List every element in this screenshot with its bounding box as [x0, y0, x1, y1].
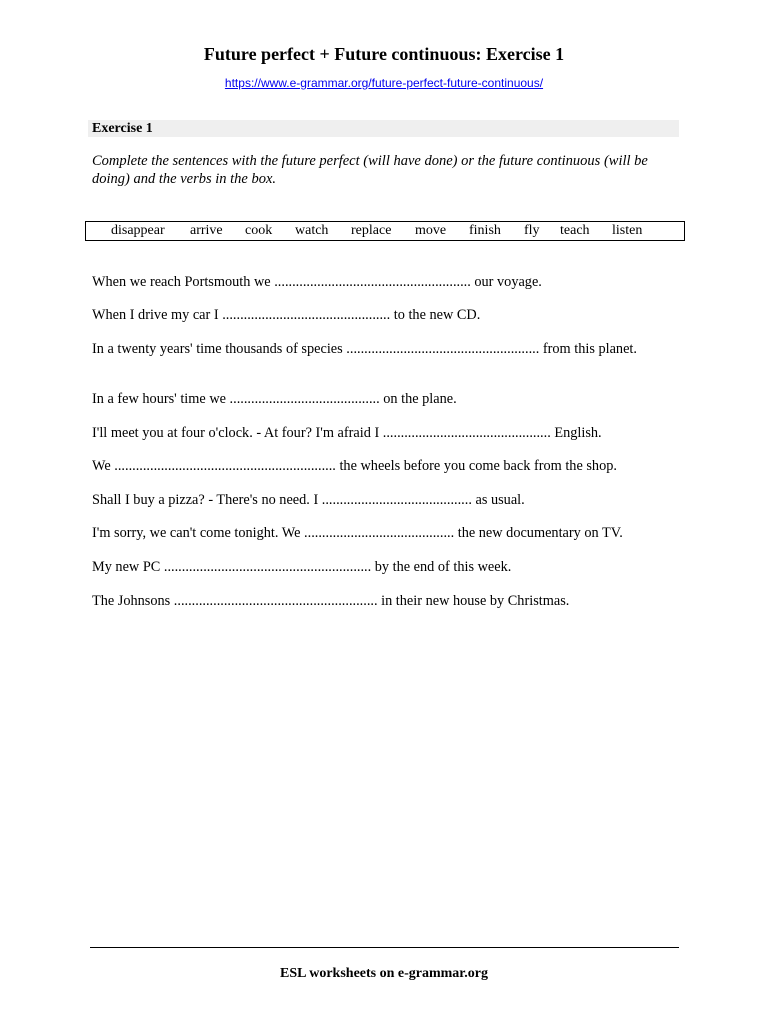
word-item: fly	[524, 223, 540, 238]
footer-text: ESL worksheets on e-grammar.org	[280, 966, 488, 981]
exercise-sentence: I'll meet you at four o'clock. - At four? I'm afraid I ............................................... English.	[92, 425, 602, 441]
word-item: cook	[245, 223, 273, 238]
word-item: arrive	[190, 223, 223, 238]
word-item: watch	[295, 223, 329, 238]
footer-divider	[90, 947, 679, 948]
exercise-sentence: In a few hours' time we .......................................... on the plane.	[92, 391, 457, 407]
word-item: listen	[612, 223, 643, 238]
exercise-heading: Exercise 1	[88, 120, 679, 137]
exercise-sentence: When I drive my car I ............................................... to the new CD.	[92, 307, 481, 323]
word-item: replace	[351, 223, 392, 238]
exercise-sentence: We .............................................................. the wheels before you come back from the shop.	[92, 458, 617, 474]
exercise-sentence: When we reach Portsmouth we ....................................................... our voyage.	[92, 274, 542, 290]
exercise-sentence: The Johnsons ......................................................... in their new house by Christmas.	[92, 593, 570, 609]
exercise-sentence: I'm sorry, we can't come tonight. We .......................................... the new documentary on TV.	[92, 525, 623, 541]
exercise-instructions: Complete the sentences with the future perfect (will have done) or the future continuous (will be doing) and the verbs in the box.	[92, 153, 648, 187]
word-item: disappear	[111, 223, 165, 238]
word-item: move	[415, 223, 447, 238]
page-title: Future perfect + Future continuous: Exercise 1	[203, 44, 565, 64]
word-box	[85, 221, 685, 241]
source-link[interactable]: https://www.e-grammar.org/future-perfect-future-continuous/	[224, 76, 544, 90]
word-item: finish	[469, 223, 501, 238]
exercise-sentence: Shall I buy a pizza? - There's no need. I .......................................... as usual.	[92, 492, 525, 508]
word-item: teach	[560, 223, 590, 238]
exercise-sentence: In a twenty years' time thousands of species ...................................................... from this planet.	[92, 341, 637, 357]
exercise-sentence: My new PC .......................................................... by the end of this week.	[92, 559, 512, 575]
